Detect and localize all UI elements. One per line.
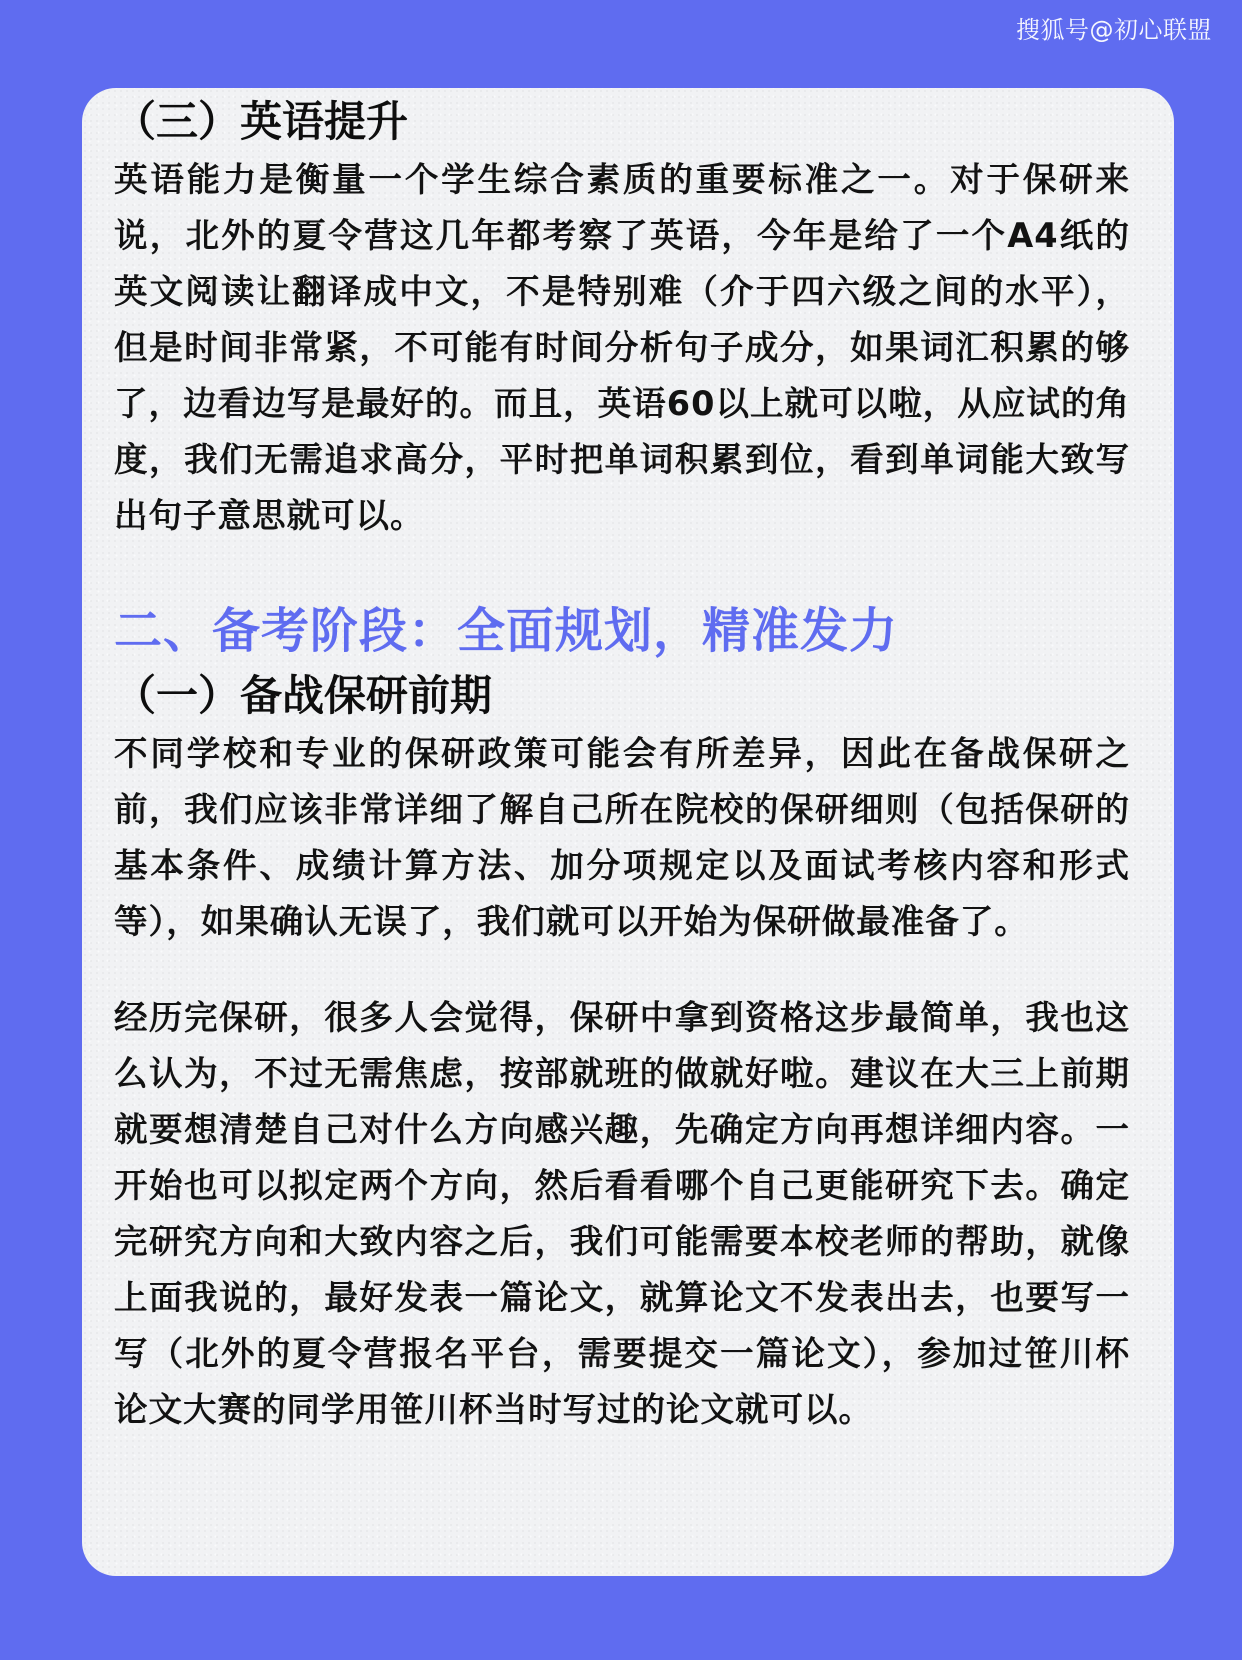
section-title: 二、备考阶段：全面规划，精准发力 [114, 603, 899, 659]
prep-paragraph-1: 不同学校和专业的保研政策可能会有所差异，因此在备战保研之前，我们应该非常详细了解自己所在院校的保研细则（包括保研的基本条件、成绩计算方法、加分项规定以及面试考核内容和形式等），如果确认无误了，我们就可以开始为保研做最准备了。 [114, 734, 1130, 941]
english-paragraph: 英语能力是衡量一个学生综合素质的重要标准之一。对于保研来说，北外的夏令营这几年都考察了英语，今年是给了一个A4纸的英文阅读让翻译成中文，不是特别难（介于四六级之间的水平），但是时间非常紧，不可能有时间分析句子成分，如果词汇积累的够了，边看边写是最好的。而且，英语60以上就可以啦，从应试的角度，我们无需追求高分，平时把单词积累到位，看到单词能大致写出句子意思就可以。 [114, 160, 1130, 535]
watermark: 搜狐号@初心联盟 [1016, 16, 1212, 44]
spacer [114, 950, 1130, 990]
english-heading: （三）英语提升 [114, 97, 409, 146]
prep-paragraph-2: 经历完保研，很多人会觉得，保研中拿到资格这步最简单，我也这么认为，不过无需焦虑，按部就班的做就好啦。建议在大三上前期就要想清楚自己对什么方向感兴趣，先确定方向再想详细内容。一开始也可以拟定两个方向，然后看看哪个自己更能研究下去。确定完研究方向和大致内容之后，我们可能需要本校老师的帮助，就像上面我说的，最好发表一篇论文，就算论文不发表出去，也要写一写（北外的夏令营报名平台，需要提交一篇论文），参加过笹川杯论文大赛的同学用笹川杯当时写过的论文就可以。 [114, 998, 1130, 1429]
prep-heading: （一）备战保研前期 [114, 671, 493, 720]
spacer [114, 544, 1130, 596]
article-body [114, 92, 1130, 1438]
